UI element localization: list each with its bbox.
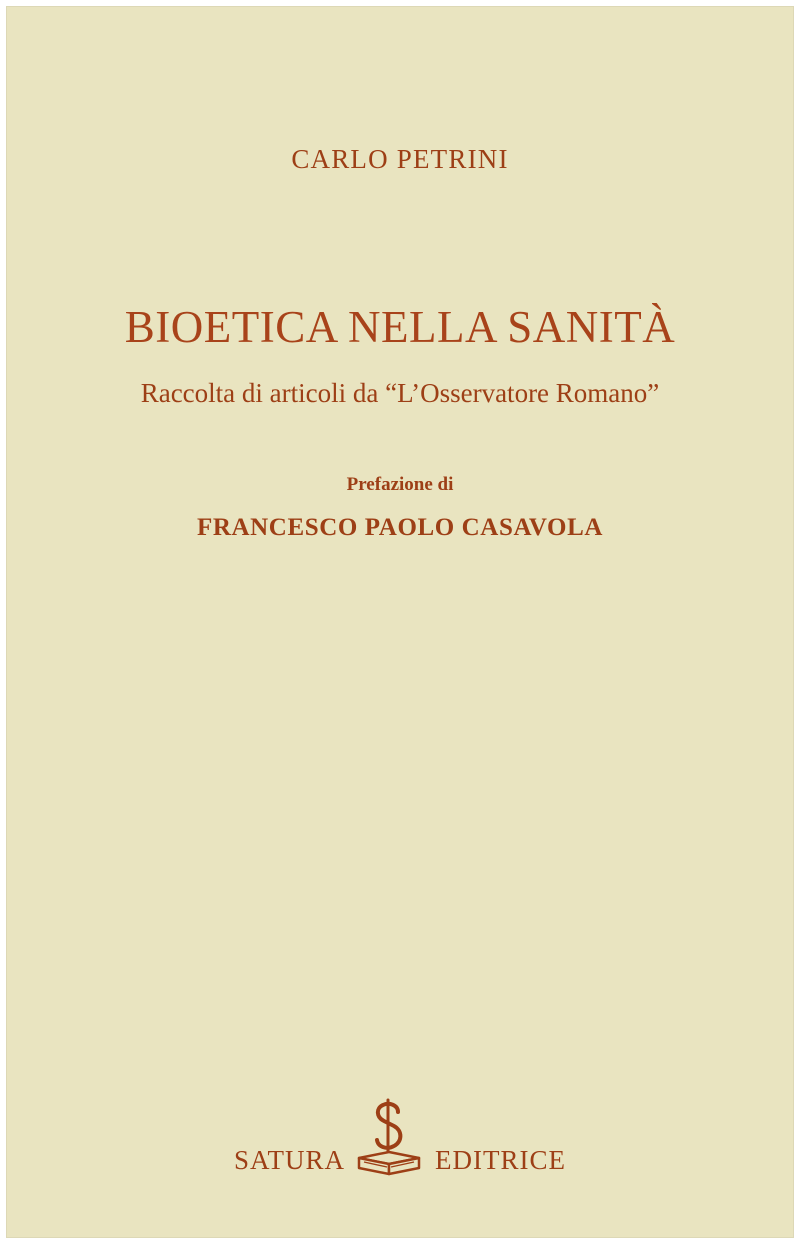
satura-book-s-logo-icon xyxy=(351,1096,429,1180)
publisher-name-left: SATURA xyxy=(233,1144,346,1175)
publisher-name-right: EDITRICE xyxy=(435,1144,566,1175)
cover-author: CARLO PETRINI xyxy=(291,144,509,174)
cover-subtitle: Raccolta di articoli da “L’Osservatore Romano” xyxy=(140,378,660,408)
preface-author: FRANCESCO PAOLO CASAVOLA xyxy=(196,514,604,541)
cover-title: BIOETICA NELLA SANITÀ xyxy=(124,302,676,352)
preface-label: Prefazione di xyxy=(346,474,454,495)
publisher-imprint xyxy=(6,1096,794,1180)
